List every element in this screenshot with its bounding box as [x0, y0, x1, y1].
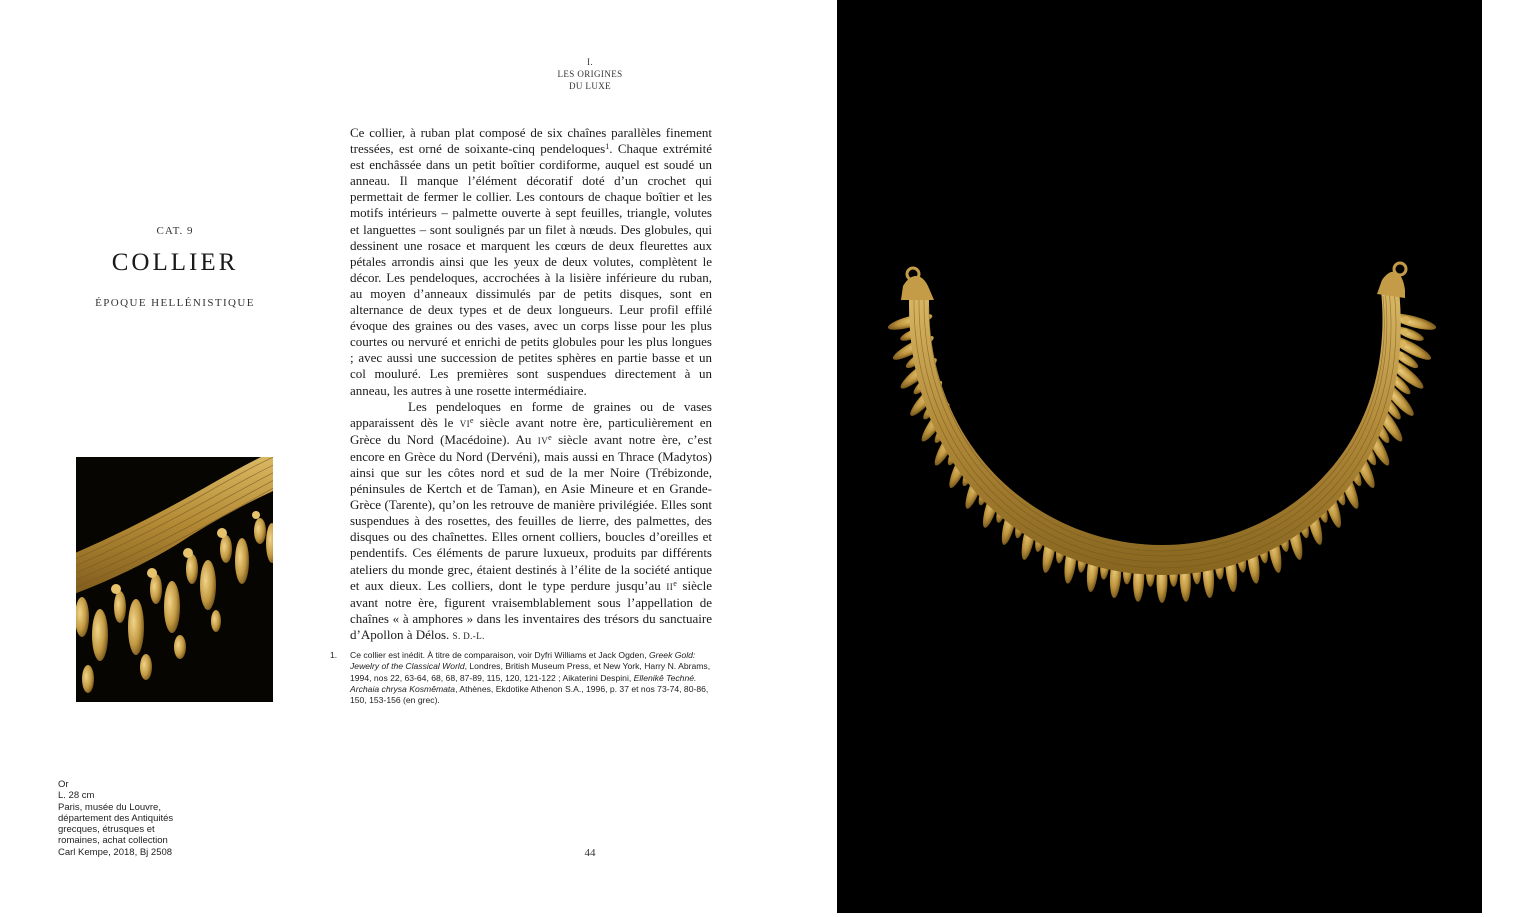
footnote: [330, 650, 715, 706]
page-number: 44: [584, 847, 596, 859]
body-paragraph-2: [350, 399, 712, 644]
footnote-text-c: , Athènes, Ekdotike Athenon S.A., 1996, p. 37 et nos 73-74, 80-86, 150, 153-156 (en grec).: [350, 683, 709, 706]
caption-line: Paris, musée du Louvre,: [58, 801, 161, 813]
caption-material: Or: [58, 779, 69, 790]
footnote-number: 1.: [330, 650, 338, 660]
chapter-title-line2: DU LUXE: [568, 81, 612, 91]
object-caption: [58, 779, 198, 858]
century-suffix: e: [673, 578, 677, 588]
footnote-text-a: Ce collier est inédit. À titre de comparaison, voir Dyfri Williams et Jack Ogden,: [350, 650, 649, 660]
necklace-detail-photo: [76, 457, 273, 702]
right-clasp-ring: [1394, 263, 1406, 275]
century-numeral: VI: [459, 418, 470, 429]
page-margin: [1482, 0, 1539, 913]
footnote-reference: 1: [605, 142, 610, 152]
caption-line: Carl Kempe, 2018, Bj 2508: [58, 846, 173, 858]
pendant-rosette: [1402, 316, 1409, 323]
paragraph-1-text-b: . Chaque extrémité est enchâssée dans un petit boîtier cordiforme, auquel est soudé un anneau. Il manque l’élément décoratif doté d’un crochet qui permettait de fermer le collier. Les contours de chaque boîtier et les motifs intérieurs – palmette ouverte à sept feuilles, triangle, volutes et languettes – sont soulignés par un filet à nœuds. Des globules, qui dessinent une rosace et marquent les cœurs de deux fleurettes aux pétales arrondis ainsi que les yeux de deux volutes, complètent le décor. Les pendeloques, accrochées à la lisière inférieure du ruban, au moyen d’anneaux dissimulés par de petits disques, sont en alternance de deux types et de deux longueurs. Leur profil effilé évoque des graines ou des vases, avec un corps lisse pour les plus courtes ou nervuré et enrichi de petits globules pour les plus longues ; avec aussi une succession de petites sphères en partie basse et un col mouluré. Les premières sont suspendues directement à un anneau, les autres à une rosette intermédiaire.: [350, 141, 712, 398]
paragraph-1-text-a: Ce collier, à ruban plat composé de six chaînes parallèles finement tressées, est orné de soixante-cinq pendeloques: [350, 125, 712, 157]
footnote-book-title-2: Ellenikê Techné. Archaia chrysa Kosmêmata: [350, 672, 697, 694]
paragraph-2-text-b: siècle avant notre ère, particulièrement en Grèce du Nord (Macédoine). Au: [350, 414, 712, 447]
paragraph-2-text-c: siècle avant notre ère, c’est encore en Grèce du Nord (Dervéni), mais aussi en Thrace (Madytos) ainsi que sur les côtes nord et sud de la mer Noire (Trébizonde, péninsules de Kertch et de Taman), en Asie Mineure et en Grande-Grèce (Tarente), qu’on les retrouve de manière privilégiée. Elles sont suspendues à des rosettes, des feuilles de lierre, des palmettes, des disques ou des chaînettes. Elles ornent colliers, boucles d’oreilles et pendentifs. Ces éléments de parure luxueux, produits par différents ateliers du monde grec, étaient destinés à l’élite de la société antique et aux dieux. Les colliers, dont le type perdure jusqu’au: [350, 431, 712, 593]
caption-dimension: L. 28 cm: [58, 790, 95, 802]
chapter-header: [540, 56, 640, 92]
body-paragraph-1: [350, 125, 712, 399]
caption-line: romaines, achat collection: [58, 835, 168, 847]
caption-line: grecques, étrusques et: [58, 824, 155, 836]
necklace-ribbon: [909, 290, 1401, 575]
necklace-detail-illustration: [76, 457, 273, 702]
paragraph-2-text-a: Les pendeloques en forme de graines ou de vases apparaissent dès le: [350, 398, 712, 430]
footnote-text-b: , Londres, British Museum Press, et New York, Harry N. Abrams, 1994, nos 22, 63-64, 68, 68, 87-89, 115, 120, 121-122 ; Aikaterini Despini,: [350, 661, 711, 683]
caption-line: département des Antiquités: [58, 812, 174, 824]
footnote-book-title-1: Greek Gold: Jewelry of the Classical World: [350, 650, 696, 672]
century-suffix: e: [469, 415, 474, 425]
chapter-title-line1: LES ORIGINES: [557, 69, 623, 79]
chapter-number: I.: [586, 57, 594, 67]
century-numeral: II: [666, 581, 674, 592]
necklace-illustration: [837, 0, 1482, 913]
century-suffix: e: [548, 432, 552, 442]
catalogue-number: CAT. 9: [156, 225, 194, 237]
entry-period: ÉPOQUE HELLÉNISTIQUE: [95, 297, 255, 309]
footnote-text: [350, 650, 715, 706]
author-signature: S. D.-L.: [452, 630, 485, 641]
entry-title: COLLIER: [111, 249, 239, 276]
century-numeral: IV: [537, 435, 549, 446]
body-text: [350, 125, 712, 644]
pendant-rosette: [1401, 328, 1408, 335]
necklace-full-photo: [837, 0, 1482, 913]
paragraph-2-text-d: siècle avant notre ère, figurent vraisemblablement sous l’appellation de chaînes « à amphores » dans les inventaires des trésors du sanctuaire d’Apollon à Délos.: [350, 577, 712, 642]
